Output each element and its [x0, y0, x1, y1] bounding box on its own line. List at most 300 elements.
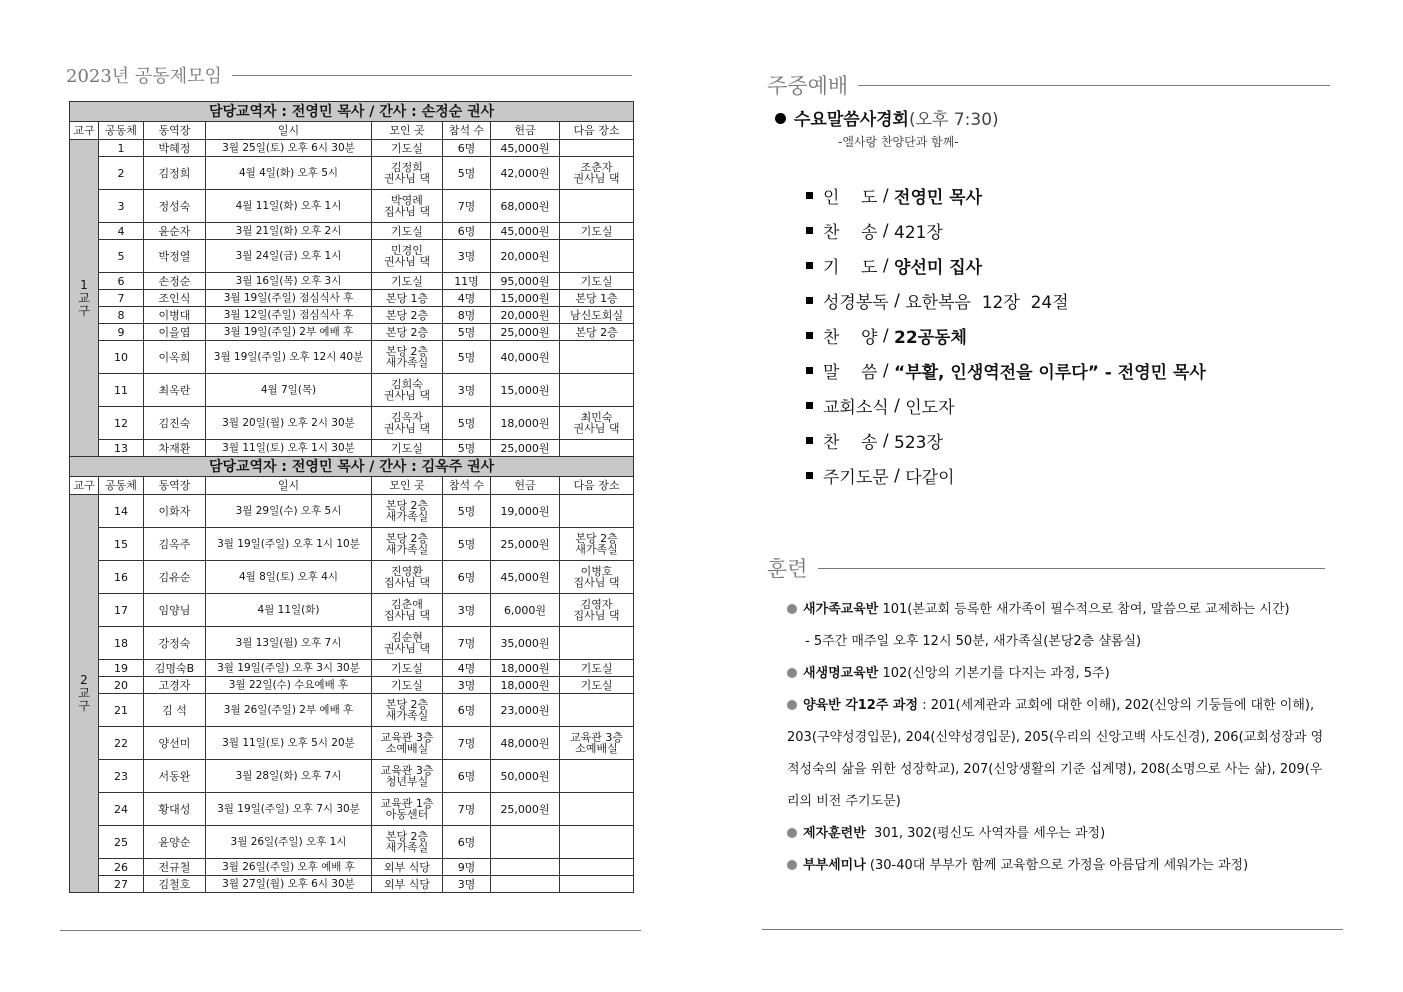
order-value: 양선미 집사 — [894, 258, 983, 278]
leader-name: 김명숙B — [144, 660, 206, 677]
offering: 48,000원 — [491, 727, 560, 760]
meeting-place: 본당 2층 새가족실 — [372, 826, 443, 859]
square-bullet-icon — [806, 402, 813, 409]
offering: 50,000원 — [491, 760, 560, 793]
order-value: 요한복음 12장 24절 — [905, 293, 1069, 313]
district-banner: 담당교역자 : 전영민 목사 / 간사 : 김옥주 권사 — [70, 457, 634, 477]
table-row — [70, 627, 634, 660]
square-bullet-icon — [806, 472, 813, 479]
title-rule — [858, 85, 1330, 86]
training-section-title — [767, 553, 1325, 583]
attendance: 3명 — [443, 240, 491, 273]
meeting-date: 3월 11일(토) 오후 5시 20분 — [206, 727, 372, 760]
meeting-place: 본당 2층 — [372, 324, 443, 341]
gathering-table — [69, 101, 634, 893]
worship-section-title — [767, 70, 1330, 100]
table-row — [70, 760, 634, 793]
attendance: 4명 — [443, 290, 491, 307]
meeting-date: 3월 21일(화) 오후 2시 — [206, 223, 372, 240]
meeting-place: 교육관 1층 아동센터 — [372, 793, 443, 826]
gathering-table-body — [70, 102, 634, 893]
header-row — [70, 122, 634, 140]
training-description: 301, 302(평신도 사역자를 세우는 과정) — [865, 826, 1106, 841]
order-value: “부활, 인생역전을 이루다” - 전영민 목사 — [894, 363, 1206, 383]
order-label: 기 도 — [823, 258, 878, 278]
order-value: 인도자 — [905, 398, 955, 418]
community-no: 19 — [99, 660, 144, 677]
square-bullet-icon — [806, 192, 813, 199]
table-row — [70, 660, 634, 677]
leader-name: 김정희 — [144, 157, 206, 190]
next-place — [560, 374, 634, 407]
community-no: 21 — [99, 694, 144, 727]
banner-row — [70, 457, 634, 477]
order-item — [806, 353, 1206, 388]
next-place: 이병호 집사님 댁 — [560, 561, 634, 594]
meeting-date: 3월 11일(토) 오후 1시 30분 — [206, 440, 372, 457]
training-item — [787, 818, 1327, 850]
meeting-place: 교육관 3층 소예배실 — [372, 727, 443, 760]
meeting-place: 본당 2층 새가족실 — [372, 495, 443, 528]
order-value: 421장 — [894, 223, 943, 243]
meeting-place: 본당 2층 새가족실 — [372, 341, 443, 374]
meeting-date: 3월 26일(주일) 오후 예배 후 — [206, 859, 372, 876]
training-name: 새가족교육반 — [803, 602, 879, 617]
meeting-date: 3월 19일(주일) 점심식사 후 — [206, 290, 372, 307]
order-item — [806, 318, 1206, 353]
table-row — [70, 190, 634, 223]
meeting-date: 3월 19일(주일) 2부 예배 후 — [206, 324, 372, 341]
leader-name: 이화자 — [144, 495, 206, 528]
community-no: 16 — [99, 561, 144, 594]
table-row — [70, 223, 634, 240]
meeting-place: 김순현 권사님 댁 — [372, 627, 443, 660]
meeting-place: 김정희 권사님 댁 — [372, 157, 443, 190]
attendance: 6명 — [443, 826, 491, 859]
community-no: 11 — [99, 374, 144, 407]
next-place: 김영자 집사님 댁 — [560, 594, 634, 627]
column-header: 교구 — [70, 122, 99, 140]
table-row — [70, 561, 634, 594]
circle-bullet-icon — [787, 604, 797, 614]
meeting-date: 3월 12일(주일) 점심식사 후 — [206, 307, 372, 324]
worship-heading — [775, 105, 999, 130]
next-place: 기도실 — [560, 273, 634, 290]
community-no: 26 — [99, 859, 144, 876]
meeting-date: 3월 16일(목) 오후 3시 — [206, 273, 372, 290]
order-value: 다같이 — [905, 468, 955, 488]
leader-name: 이을엽 — [144, 324, 206, 341]
attendance: 3명 — [443, 374, 491, 407]
attendance: 3명 — [443, 594, 491, 627]
title-rule — [232, 75, 632, 76]
leader-name: 양선미 — [144, 727, 206, 760]
column-header: 참석 수 — [443, 122, 491, 140]
gathering-section-title — [66, 62, 632, 88]
community-no: 14 — [99, 495, 144, 528]
column-header: 일시 — [206, 477, 372, 495]
leader-name: 윤순자 — [144, 223, 206, 240]
next-place — [560, 627, 634, 660]
order-separator: / — [877, 185, 895, 206]
training-name: 양육반 각12주 과정 — [803, 698, 919, 713]
next-place: 남신도회실 — [560, 307, 634, 324]
column-header: 참석 수 — [443, 477, 491, 495]
meeting-place: 외부 식당 — [372, 859, 443, 876]
attendance: 5명 — [443, 324, 491, 341]
meeting-date: 3월 24일(금) 오후 1시 — [206, 240, 372, 273]
leader-name: 박혜정 — [144, 140, 206, 157]
meeting-date: 3월 26일(주일) 오후 1시 — [206, 826, 372, 859]
meeting-date: 3월 19일(주일) 오후 12시 40분 — [206, 341, 372, 374]
order-separator: / — [877, 220, 895, 241]
table-row — [70, 307, 634, 324]
order-item — [806, 213, 1206, 248]
training-description: 101(본교회 등록한 새가족이 필수적으로 참여, 말씀으로 교제하는 시간) — [878, 602, 1290, 617]
attendance: 5명 — [443, 407, 491, 440]
community-no: 9 — [99, 324, 144, 341]
community-no: 22 — [99, 727, 144, 760]
square-bullet-icon — [806, 262, 813, 269]
table-row — [70, 876, 634, 893]
offering: 45,000원 — [491, 140, 560, 157]
order-label: 인 도 — [823, 188, 878, 208]
offering: 23,000원 — [491, 694, 560, 727]
meeting-place: 기도실 — [372, 273, 443, 290]
training-item — [787, 850, 1327, 882]
meeting-date: 3월 25일(토) 오후 6시 30분 — [206, 140, 372, 157]
leader-name: 윤양순 — [144, 826, 206, 859]
offering: 25,000원 — [491, 324, 560, 341]
meeting-place: 본당 2층 새가족실 — [372, 694, 443, 727]
offering: 45,000원 — [491, 561, 560, 594]
square-bullet-icon — [806, 437, 813, 444]
column-header: 공동체 — [99, 477, 144, 495]
column-header: 다음 장소 — [560, 122, 634, 140]
leader-name: 최옥란 — [144, 374, 206, 407]
table-row — [70, 859, 634, 876]
column-header: 다음 장소 — [560, 477, 634, 495]
community-no: 24 — [99, 793, 144, 826]
meeting-date: 3월 19일(주일) 오후 3시 30분 — [206, 660, 372, 677]
community-no: 23 — [99, 760, 144, 793]
table-row — [70, 594, 634, 627]
table-row — [70, 826, 634, 859]
order-value: 523장 — [894, 433, 943, 453]
community-no: 18 — [99, 627, 144, 660]
order-label: 주기도문 — [823, 468, 889, 488]
bullet-icon — [775, 113, 786, 124]
attendance: 6명 — [443, 140, 491, 157]
leader-name: 김철호 — [144, 876, 206, 893]
worship-order-list — [806, 178, 1206, 493]
training-item — [787, 594, 1327, 626]
next-place — [560, 190, 634, 223]
community-no: 1 — [99, 140, 144, 157]
order-label: 찬 송 — [823, 223, 878, 243]
meeting-place: 외부 식당 — [372, 876, 443, 893]
community-no: 25 — [99, 826, 144, 859]
table-row — [70, 240, 634, 273]
meeting-place: 민경인 권사님 댁 — [372, 240, 443, 273]
district-banner: 담당교역자 : 전영민 목사 / 간사 : 손정순 권사 — [70, 102, 634, 122]
square-bullet-icon — [806, 227, 813, 234]
training-description: (30-40대 부부가 함께 교육함으로 가정을 아름답게 세워가는 과정) — [865, 858, 1249, 873]
order-value: 전영민 목사 — [894, 188, 983, 208]
table-row — [70, 374, 634, 407]
offering: 19,000원 — [491, 495, 560, 528]
meeting-place: 김희숙 권사님 댁 — [372, 374, 443, 407]
next-place: 기도실 — [560, 223, 634, 240]
column-header: 동역장 — [144, 122, 206, 140]
attendance: 11명 — [443, 273, 491, 290]
attendance: 7명 — [443, 190, 491, 223]
next-place — [560, 495, 634, 528]
leader-name: 정성숙 — [144, 190, 206, 223]
left-bottom-rule — [60, 930, 641, 931]
meeting-date: 3월 19일(주일) 오후 1시 10분 — [206, 528, 372, 561]
leader-name: 김유순 — [144, 561, 206, 594]
meeting-date: 3월 29일(수) 오후 5시 — [206, 495, 372, 528]
table-row — [70, 793, 634, 826]
attendance: 5명 — [443, 440, 491, 457]
gathering-title-text: 2023년 공동제모임 — [66, 66, 222, 87]
community-no: 12 — [99, 407, 144, 440]
order-separator: / — [888, 395, 906, 416]
column-header: 교구 — [70, 477, 99, 495]
community-no: 3 — [99, 190, 144, 223]
order-label: 말 씀 — [823, 363, 878, 383]
meeting-place: 기도실 — [372, 440, 443, 457]
training-item — [787, 626, 1327, 658]
order-label: 찬 송 — [823, 433, 878, 453]
attendance: 4명 — [443, 660, 491, 677]
offering: 15,000원 — [491, 290, 560, 307]
column-header: 동역장 — [144, 477, 206, 495]
leader-name: 김 석 — [144, 694, 206, 727]
offering: 18,000원 — [491, 660, 560, 677]
meeting-place: 본당 2층 — [372, 307, 443, 324]
offering: 35,000원 — [491, 627, 560, 660]
column-header: 모인 곳 — [372, 122, 443, 140]
leader-name: 박정열 — [144, 240, 206, 273]
next-place: 본당 2층 — [560, 324, 634, 341]
worship-time: (오후 7:30) — [908, 110, 999, 130]
order-separator: / — [888, 290, 906, 311]
worship-name: 수요말씀사경회 — [794, 110, 909, 130]
meeting-date: 3월 19일(주일) 오후 7시 30분 — [206, 793, 372, 826]
community-no: 6 — [99, 273, 144, 290]
order-item — [806, 388, 1206, 423]
training-item — [787, 658, 1327, 690]
table-row — [70, 273, 634, 290]
meeting-place: 기도실 — [372, 223, 443, 240]
offering: 95,000원 — [491, 273, 560, 290]
offering: 15,000원 — [491, 374, 560, 407]
meeting-date: 4월 7일(목) — [206, 374, 372, 407]
next-place — [560, 760, 634, 793]
offering: 45,000원 — [491, 223, 560, 240]
right-bottom-rule — [762, 929, 1343, 930]
community-no: 17 — [99, 594, 144, 627]
table-row — [70, 694, 634, 727]
leader-name: 김진숙 — [144, 407, 206, 440]
community-no: 15 — [99, 528, 144, 561]
offering: 42,000원 — [491, 157, 560, 190]
header-row — [70, 477, 634, 495]
leader-name: 차재환 — [144, 440, 206, 457]
community-no: 5 — [99, 240, 144, 273]
order-label: 찬 양 — [823, 328, 878, 348]
district-label: 1 교 구 — [70, 140, 99, 457]
order-item — [806, 178, 1206, 213]
training-title-text: 훈련 — [767, 557, 808, 581]
meeting-place: 기도실 — [372, 140, 443, 157]
offering: 20,000원 — [491, 307, 560, 324]
title-rule — [818, 568, 1325, 569]
community-no: 2 — [99, 157, 144, 190]
offering — [491, 859, 560, 876]
leader-name: 전규철 — [144, 859, 206, 876]
attendance: 8명 — [443, 307, 491, 324]
worship-title-text: 주중예배 — [767, 74, 849, 98]
meeting-place: 김옥자 권사님 댁 — [372, 407, 443, 440]
meeting-place: 김춘애 집사님 댁 — [372, 594, 443, 627]
community-no: 10 — [99, 341, 144, 374]
meeting-date: 3월 13일(월) 오후 7시 — [206, 627, 372, 660]
leader-name: 조인식 — [144, 290, 206, 307]
next-place: 교육관 3층 소예배실 — [560, 727, 634, 760]
table-row — [70, 407, 634, 440]
meeting-date: 3월 22일(수) 수요예배 후 — [206, 677, 372, 694]
table-row — [70, 528, 634, 561]
training-description: - 5주간 매주일 오후 12시 50분, 새가족실(본당2층 샬롬실) — [805, 634, 1142, 649]
community-no: 13 — [99, 440, 144, 457]
training-description: : 201(세계관과 교회에 대한 이해), 202(신앙의 기둥들에 대한 이해), 203(구약성경입문), 204(신약성경입문), 205(우리의 신앙고백 사도신경), 206(교회성장과 영적성숙의 삶을 위한 성장학교), 207(신앙생활의 기준 십계명), 208(소명으로 사는 삶), 209(우리의 비전 주기도문) — [787, 698, 1324, 809]
offering: 40,000원 — [491, 341, 560, 374]
training-name: 부부세미나 — [803, 858, 866, 873]
training-name: 새생명교육반 — [803, 666, 879, 681]
training-description: 102(신앙의 기본기를 다지는 과정, 5주) — [878, 666, 1110, 681]
leader-name: 임양님 — [144, 594, 206, 627]
offering — [491, 826, 560, 859]
order-item — [806, 458, 1206, 493]
training-list — [787, 594, 1327, 882]
meeting-place: 기도실 — [372, 677, 443, 694]
order-separator: / — [877, 255, 895, 276]
offering: 25,000원 — [491, 528, 560, 561]
attendance: 7명 — [443, 627, 491, 660]
next-place: 최민숙 권사님 댁 — [560, 407, 634, 440]
community-no: 7 — [99, 290, 144, 307]
column-header: 공동체 — [99, 122, 144, 140]
order-item — [806, 423, 1206, 458]
attendance: 6명 — [443, 561, 491, 594]
offering: 20,000원 — [491, 240, 560, 273]
meeting-place: 박영례 집사님 댁 — [372, 190, 443, 223]
meeting-date: 3월 26일(주일) 2부 예배 후 — [206, 694, 372, 727]
next-place — [560, 240, 634, 273]
meeting-date: 3월 28일(화) 오후 7시 — [206, 760, 372, 793]
table-row — [70, 440, 634, 457]
meeting-date: 4월 11일(화) 오후 1시 — [206, 190, 372, 223]
community-no: 8 — [99, 307, 144, 324]
meeting-date: 4월 8일(토) 오후 4시 — [206, 561, 372, 594]
offering: 18,000원 — [491, 677, 560, 694]
meeting-date: 3월 27일(월) 오후 6시 30분 — [206, 876, 372, 893]
table-row — [70, 495, 634, 528]
meeting-place: 교육관 3층 청년부실 — [372, 760, 443, 793]
order-separator: / — [877, 360, 895, 381]
leader-name: 황대성 — [144, 793, 206, 826]
attendance: 9명 — [443, 859, 491, 876]
meeting-place: 진영환 집사님 댁 — [372, 561, 443, 594]
next-place: 기도실 — [560, 660, 634, 677]
order-label: 성경봉독 — [823, 293, 889, 313]
table-row — [70, 157, 634, 190]
order-separator: / — [888, 465, 906, 486]
table-row — [70, 341, 634, 374]
column-header: 헌금 — [491, 477, 560, 495]
offering: 6,000원 — [491, 594, 560, 627]
meeting-place: 본당 1층 — [372, 290, 443, 307]
attendance: 3명 — [443, 677, 491, 694]
attendance: 6명 — [443, 760, 491, 793]
next-place — [560, 140, 634, 157]
next-place — [560, 440, 634, 457]
community-no: 4 — [99, 223, 144, 240]
meeting-date: 4월 4일(화) 오후 5시 — [206, 157, 372, 190]
attendance: 5명 — [443, 341, 491, 374]
attendance: 7명 — [443, 727, 491, 760]
column-header: 일시 — [206, 122, 372, 140]
training-item — [787, 690, 1327, 818]
meeting-date: 3월 20일(월) 오후 2시 30분 — [206, 407, 372, 440]
next-place — [560, 876, 634, 893]
order-separator: / — [877, 430, 895, 451]
order-value: 22공동체 — [894, 328, 967, 348]
leader-name: 손정순 — [144, 273, 206, 290]
community-no: 27 — [99, 876, 144, 893]
leader-name: 김옥주 — [144, 528, 206, 561]
attendance: 5명 — [443, 495, 491, 528]
leader-name: 강정숙 — [144, 627, 206, 660]
square-bullet-icon — [806, 367, 813, 374]
table-row — [70, 290, 634, 307]
attendance: 5명 — [443, 157, 491, 190]
meeting-date: 4월 11일(화) — [206, 594, 372, 627]
table-row — [70, 140, 634, 157]
next-place — [560, 793, 634, 826]
order-label: 교회소식 — [823, 398, 889, 418]
attendance: 5명 — [443, 528, 491, 561]
square-bullet-icon — [806, 297, 813, 304]
next-place: 기도실 — [560, 677, 634, 694]
offering — [491, 876, 560, 893]
next-place: 조춘자 권사님 댁 — [560, 157, 634, 190]
leader-name: 이옥희 — [144, 341, 206, 374]
square-bullet-icon — [806, 332, 813, 339]
table-row — [70, 677, 634, 694]
next-place — [560, 859, 634, 876]
attendance: 6명 — [443, 223, 491, 240]
leader-name: 이병대 — [144, 307, 206, 324]
leader-name: 서동완 — [144, 760, 206, 793]
district-label: 2 교 구 — [70, 495, 99, 893]
circle-bullet-icon — [787, 700, 797, 710]
table-row — [70, 324, 634, 341]
meeting-place: 본당 2층 새가족실 — [372, 528, 443, 561]
